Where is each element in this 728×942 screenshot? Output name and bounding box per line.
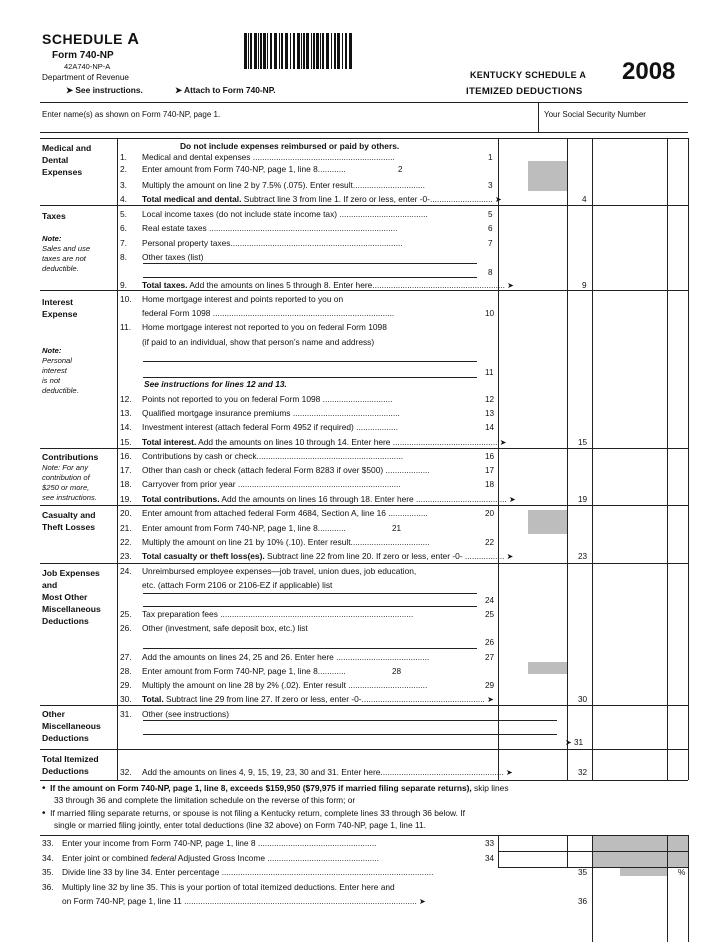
- medical-instruction: Do not include expenses reimbursed or paid by others.: [180, 141, 400, 151]
- barcode: [242, 33, 354, 71]
- line-13-num: 13: [485, 409, 495, 418]
- section-other-misc: Other Miscellaneous Deductions: [42, 709, 101, 743]
- line-24-num: 24: [485, 596, 495, 605]
- line-36a: 36. Multiply line 32 by line 35. This is your portion of total itemized deductions. Enter here and: [42, 882, 395, 892]
- section-job-expenses: Job Expenses and Most Other Miscellaneous Deductions: [42, 568, 101, 626]
- amount-input-line4[interactable]: [592, 194, 667, 205]
- line-34: 34. Enter joint or combined federal Adjusted Gross Income ................................................: [42, 853, 379, 863]
- line-32: 32. Add the amounts on lines 4, 9, 15, 19, 23, 30 and 31. Enter here..................................................... ➤: [120, 767, 513, 777]
- ssn-label: Your Social Security Number: [544, 110, 646, 119]
- names-rule: [40, 132, 688, 133]
- line-34-num: 34: [485, 854, 495, 863]
- shade-line28: [528, 662, 567, 674]
- table-top-rule: [40, 138, 688, 139]
- contributions-note: Note: For any contribution of $250 or more, see instructions.: [42, 463, 97, 502]
- line-1: 1. Medical and dental expenses .............................................................: [120, 152, 395, 162]
- line-8: 8. Other taxes (list): [120, 252, 204, 262]
- interest-note: Note: Personal interest is not deductible.: [42, 346, 79, 395]
- line-8-write-2[interactable]: [143, 277, 477, 278]
- line-35-num: 35: [578, 868, 588, 877]
- bullet-2: • If married filing separate returns, or spouse is not filing a Kentucky return, complete lines 33 through 36 below. If single or married filing jointly, enter total deductions (line 32 above) on Form 740-NP, page 1, line 11.: [42, 808, 465, 830]
- rule-33-34: [498, 851, 688, 852]
- line-18: 18. Carryover from prior year ......................................................................: [120, 479, 401, 489]
- header-rule: [40, 102, 688, 103]
- line-26-num: 26: [485, 638, 495, 647]
- section-column-rule: [117, 138, 118, 780]
- line-4-num: 4: [582, 195, 587, 204]
- line-23-num: 23: [578, 552, 588, 561]
- line-25: 25. Tax preparation fees ...................................................................................: [120, 609, 414, 619]
- rule-after-medical: [40, 205, 688, 206]
- line-24-write-1[interactable]: [143, 593, 477, 594]
- line-23: 23. Total casualty or theft loss(es). Subtract line 22 from line 20. If zero or less, enter -0- ................. ➤: [120, 551, 514, 561]
- outer-amount-left: [592, 138, 593, 780]
- outer-amount-right: [667, 138, 668, 780]
- line-5-num: 5: [488, 210, 493, 219]
- line-11b: (if paid to an individual, show that person’s name and address): [142, 337, 375, 347]
- line-7-num: 7: [488, 239, 493, 248]
- line-11-num: 11: [485, 368, 494, 377]
- line-5: 5. Local income taxes (do not include state income tax) ......................................: [120, 209, 428, 219]
- line-24-write-2[interactable]: [143, 606, 477, 607]
- rule-after-34: [498, 867, 688, 868]
- line-32-num: 32: [578, 768, 588, 777]
- taxes-note: Note: Sales and use taxes are not deductible.: [42, 234, 91, 273]
- line-36b: on Form 740-NP, page 1, line 11 .................................................................................................... ➤: [62, 896, 426, 906]
- names-label: Enter name(s) as shown on Form 740-NP, page 1.: [42, 110, 221, 119]
- line-24a: 24. Unreimbursed employee expenses—job travel, union dues, job education,: [120, 566, 417, 576]
- schedule-heading-2: ITEMIZED DEDUCTIONS: [466, 86, 583, 97]
- section-interest: Interest Expense: [42, 297, 78, 319]
- line-30: 30. Total. Subtract line 29 from line 27. If zero or less, enter -0-..................................................... ➤: [120, 694, 494, 704]
- percent-sign: %: [678, 868, 686, 877]
- line-11-write-1[interactable]: [143, 361, 477, 362]
- inner-amount-right: [567, 138, 568, 780]
- amount-input-line32[interactable]: [592, 767, 667, 779]
- line-11-write-2[interactable]: [143, 377, 477, 378]
- line-22-num: 22: [485, 538, 495, 547]
- line-18-num: 18: [485, 480, 495, 489]
- line-10-num: 10: [485, 309, 495, 318]
- shade-line2: [528, 161, 567, 191]
- rule-after-contributions: [40, 505, 688, 506]
- line-25-num: 25: [485, 610, 495, 619]
- line-20: 20. Enter amount from attached federal Form 4684, Section A, line 16 .................: [120, 508, 428, 518]
- line-10a: 10. Home mortgage interest and points reported to you on: [120, 294, 344, 304]
- form-code: 42A740-NP-A: [64, 62, 111, 71]
- line-28: 28. Enter amount from Form 740-NP, page 1, line 8............: [120, 666, 346, 676]
- line-31-write-1[interactable]: [143, 720, 557, 721]
- amount-input-line1[interactable]: [498, 152, 528, 163]
- line-29: 29. Multiply the amount on line 28 by 2% (.02). Enter result ..................................: [120, 680, 428, 690]
- line-21: 21. Enter amount from Form 740-NP, page 1, line 8............: [120, 523, 346, 533]
- line-33-num: 33: [485, 839, 495, 848]
- line-16: 16. Contributions by cash or check...............................................................: [120, 451, 404, 461]
- line-6-num: 6: [488, 224, 493, 233]
- line-12-num: 12: [485, 395, 495, 404]
- line-12: 12. Points not reported to you on federal Form 1098 ..............................: [120, 394, 393, 404]
- l35-36-box-right: [688, 835, 689, 942]
- line-27: 27. Add the amounts on lines 24, 25 and 26. Enter here ........................................: [120, 652, 430, 662]
- line-20-num: 20: [485, 509, 495, 518]
- rule-after-other: [40, 749, 688, 750]
- line-29-num: 29: [485, 681, 495, 690]
- line-11a: 11. Home mortgage interest not reported to you on federal Form 1098: [120, 322, 387, 332]
- line-9: 9. Total taxes. Add the amounts on lines 5 through 8. Enter here......................................................... ➤: [120, 280, 514, 290]
- section-contributions: Contributions: [42, 452, 99, 462]
- see-instructions-12-13: See instructions for lines 12 and 13.: [144, 379, 287, 389]
- line-36-num: 36: [578, 897, 588, 906]
- line-15-num: 15: [578, 438, 588, 447]
- section-taxes: Taxes: [42, 211, 66, 221]
- line-26-write-1[interactable]: [143, 648, 477, 649]
- line-31-write-2[interactable]: [143, 734, 557, 735]
- line-21-num: 21: [392, 524, 402, 533]
- section-medical: Medical and Dental Expenses: [42, 143, 92, 177]
- rule-before-33: [40, 835, 688, 836]
- line-13: 13. Qualified mortgage insurance premiums ..............................................: [120, 408, 400, 418]
- line-14: 14. Investment interest (attach federal Form 4952 if required) ..................: [120, 422, 399, 432]
- tax-year: 2008: [622, 58, 676, 85]
- shade-line21: [528, 510, 567, 534]
- line-19: 19. Total contributions. Add the amounts on lines 16 through 18. Enter here ....................................... ➤: [120, 494, 516, 504]
- line-31: 31. Other (see instructions): [120, 709, 230, 719]
- line-14-num: 14: [485, 423, 495, 432]
- line-33: 33. Enter your income from Form 740-NP, page 1, line 8 ...................................................: [42, 838, 377, 848]
- line-28-num: 28: [392, 667, 402, 676]
- rule-after-job: [40, 705, 688, 706]
- line-17: 17. Other than cash or check (attach federal Form 8283 if over $500) ...................: [120, 465, 430, 475]
- line-3: 3. Multiply the amount on line 2 by 7.5% (.075). Enter result...............................: [120, 180, 426, 190]
- inner-amount-left: [498, 138, 499, 780]
- line-22: 22. Multiply the amount on line 21 by 10% (.10). Enter result..................................: [120, 537, 430, 547]
- line-16-num: 16: [485, 452, 495, 461]
- section-total-itemized: Total Itemized Deductions: [42, 754, 99, 776]
- form-name: Form 740-NP: [52, 50, 114, 61]
- rule-after-total: [40, 780, 688, 781]
- department: Department of Revenue: [42, 73, 129, 82]
- line-27-num: 27: [485, 653, 495, 662]
- line-7: 7. Personal property taxes..........................................................................: [120, 238, 403, 248]
- attach-note: ➤ Attach to Form 740-NP.: [175, 85, 276, 95]
- section-casualty: Casualty and Theft Losses: [42, 510, 96, 532]
- rule-after-casualty: [40, 563, 688, 564]
- shade-line35: [620, 868, 667, 876]
- line-31-num: ➤ 31: [565, 738, 584, 747]
- bullet-1: • If the amount on Form 740-NP, page 1, line 8, exceeds $159,950 ($79,975 if married filing separate returns), skip lines 33 through 36 and complete the limitation schedule on the reverse of this form; or: [42, 783, 509, 805]
- line-8-write-1[interactable]: [143, 263, 477, 264]
- line-30-num: 30: [578, 695, 588, 704]
- line-2: 2. Enter amount from Form 740-NP, page 1, line 8............: [120, 164, 346, 174]
- cents-column-right: [688, 138, 689, 780]
- line-8-num: 8: [488, 268, 493, 277]
- rule-after-interest: [40, 448, 688, 449]
- line-6: 6. Real estate taxes .................................................................................: [120, 223, 398, 233]
- line-3-num: 3: [488, 181, 493, 190]
- line-2-num: 2: [398, 165, 403, 174]
- line-24b: etc. (attach Form 2106 or 2106-EZ if applicable) list: [142, 580, 333, 590]
- line-10b: federal Form 1098 ..............................................................................: [142, 308, 395, 318]
- see-instructions: ➤ See instructions.: [66, 85, 143, 95]
- line-1-num: 1: [488, 153, 493, 162]
- schedule-title: SCHEDULE A: [42, 31, 140, 48]
- ssn-divider: [538, 102, 539, 133]
- line-4: 4. Total medical and dental. Subtract line 3 from line 1. If zero or less, enter -0-........................... ➤: [120, 194, 502, 204]
- line-35: 35. Divide line 33 by line 34. Enter percentage ...........................................................................................: [42, 867, 434, 877]
- line-19-num: 19: [578, 495, 588, 504]
- line-26: 26. Other (investment, safe deposit box, etc.) list: [120, 623, 308, 633]
- line-17-num: 17: [485, 466, 495, 475]
- line-15: 15. Total interest. Add the amounts on lines 10 through 14. Enter here ............................................. ➤: [120, 437, 507, 447]
- line-9-num: 9: [582, 281, 587, 290]
- schedule-heading-1: KENTUCKY SCHEDULE A: [470, 70, 587, 80]
- amount-input-line36[interactable]: [592, 896, 667, 908]
